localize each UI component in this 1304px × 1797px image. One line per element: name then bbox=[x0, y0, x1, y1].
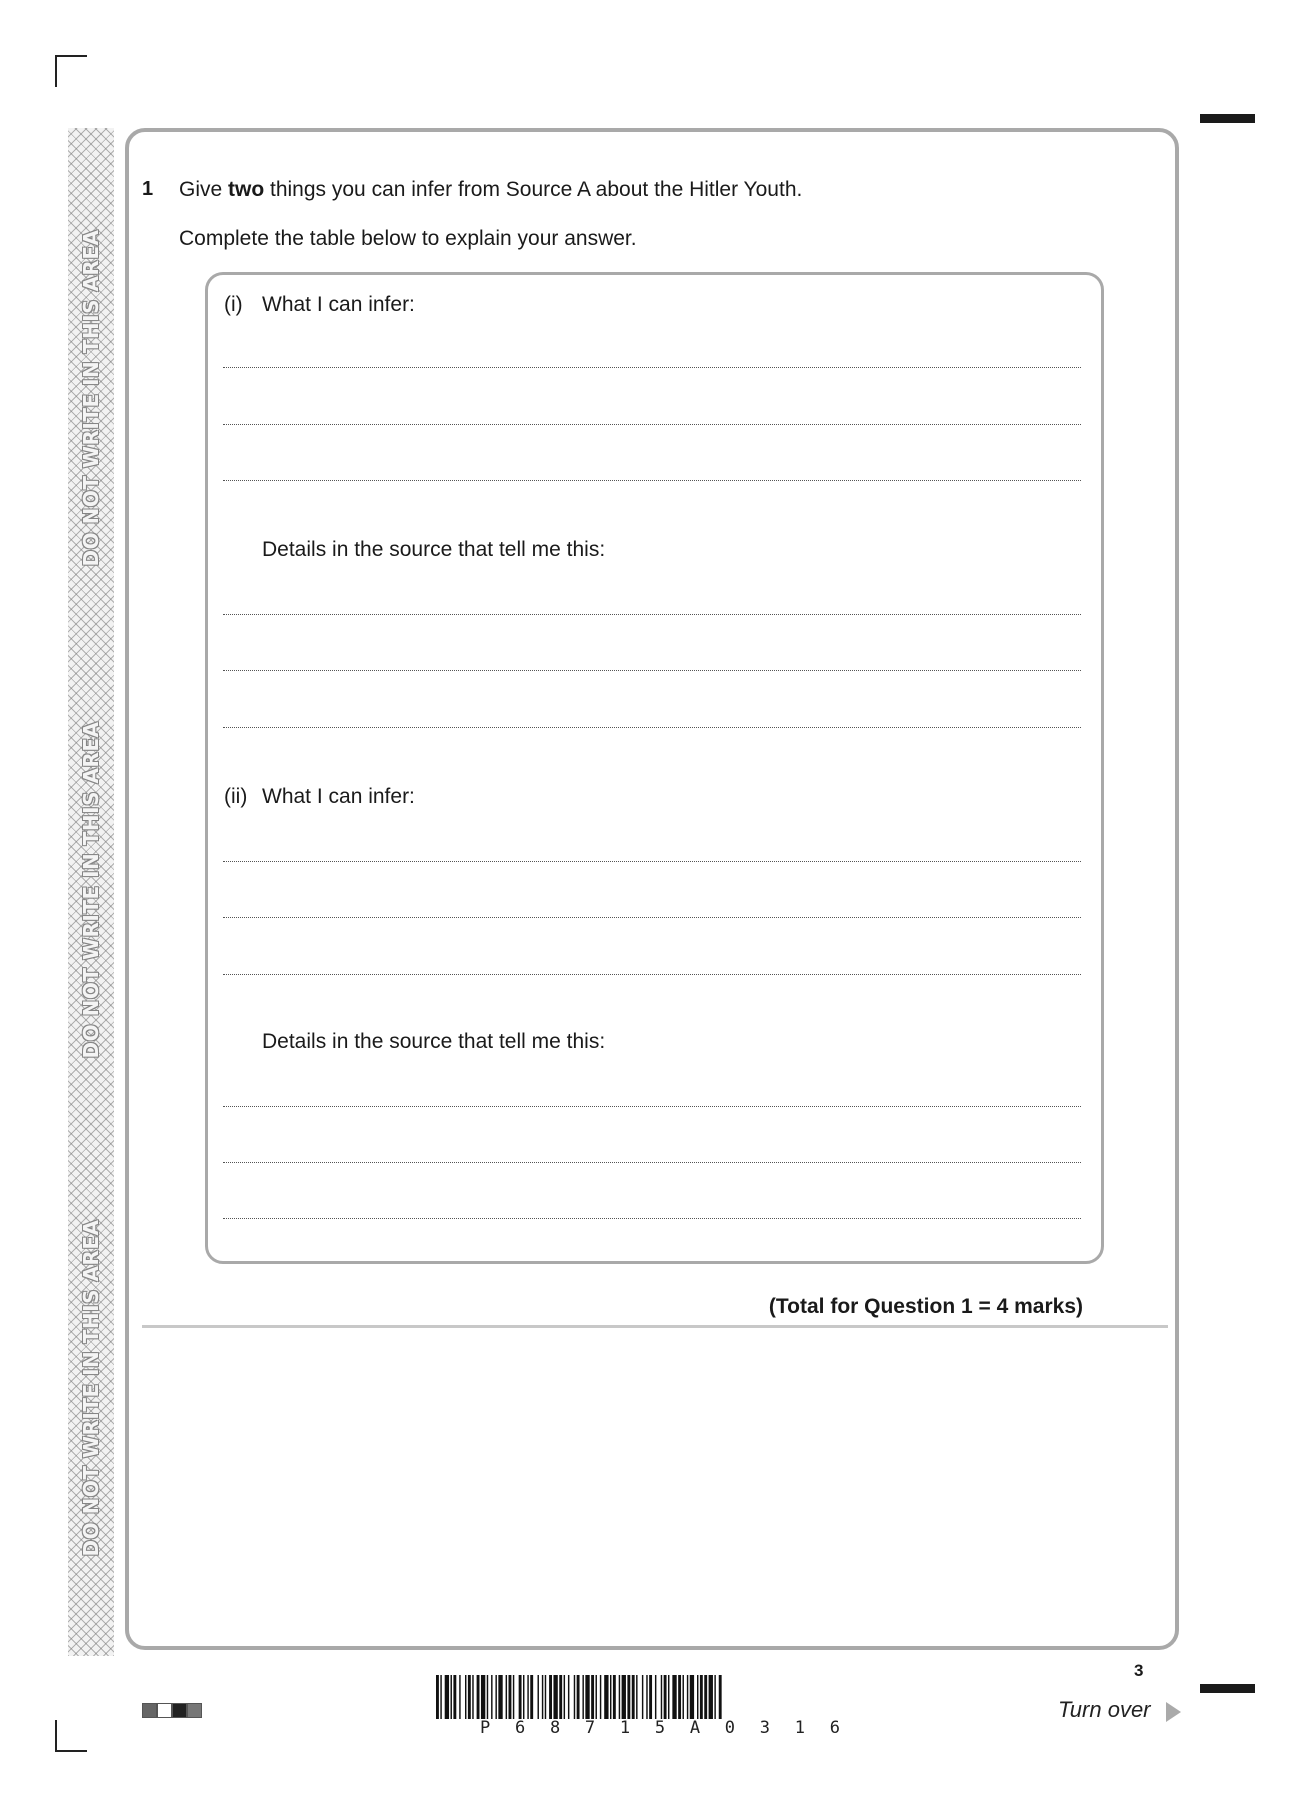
barcode-bar bbox=[632, 1675, 635, 1719]
answer-line-ii-details-1[interactable] bbox=[223, 1106, 1081, 1107]
barcode-bar bbox=[646, 1675, 647, 1719]
barcode-number bbox=[480, 1718, 840, 1738]
barcode-bar bbox=[687, 1675, 688, 1719]
question-instruction: Complete the table below to explain your answer. bbox=[179, 227, 637, 250]
edge-tick-top bbox=[1200, 114, 1255, 123]
barcode-bar bbox=[538, 1675, 539, 1719]
part-i-label: (i) bbox=[224, 293, 243, 316]
registration-squares bbox=[142, 1703, 202, 1718]
barcode-bar bbox=[577, 1675, 580, 1719]
question-number: 1 bbox=[142, 178, 154, 200]
turn-over-arrow-icon bbox=[1166, 1702, 1181, 1722]
barcode-bar bbox=[472, 1675, 473, 1719]
answer-line-ii-infer-3[interactable] bbox=[223, 974, 1081, 975]
answer-line-i-details-2[interactable] bbox=[223, 670, 1081, 671]
barcode-bar bbox=[661, 1675, 662, 1719]
question-text-emphasis: two bbox=[228, 178, 265, 201]
question-text-end: things you can infer from Source A about the Hitler Youth. bbox=[264, 178, 803, 201]
barcode-bar bbox=[672, 1675, 676, 1719]
barcode-bar bbox=[459, 1675, 460, 1719]
barcode-char: 7 bbox=[584, 1718, 596, 1738]
barcode-bar bbox=[582, 1675, 583, 1719]
barcode-bar bbox=[487, 1675, 488, 1719]
part-ii-details-label: Details in the source that tell me this: bbox=[262, 1030, 606, 1053]
answer-line-ii-infer-2[interactable] bbox=[223, 917, 1081, 918]
barcode-bar bbox=[506, 1675, 507, 1719]
barcode-bar bbox=[568, 1675, 569, 1719]
barcode-bar bbox=[495, 1675, 496, 1719]
barcode-bar bbox=[491, 1675, 492, 1719]
barcode-bar bbox=[591, 1675, 594, 1719]
barcode-bar bbox=[440, 1675, 441, 1719]
barcode-bar bbox=[619, 1675, 620, 1719]
barcode-char: 0 bbox=[724, 1718, 736, 1738]
barcode-bar bbox=[574, 1675, 575, 1719]
answer-line-ii-details-3[interactable] bbox=[223, 1218, 1081, 1219]
barcode-char: 5 bbox=[654, 1718, 666, 1738]
barcode-icon bbox=[436, 1675, 872, 1719]
barcode-bar bbox=[704, 1675, 707, 1719]
barcode-bar bbox=[545, 1675, 546, 1719]
barcode-char: P bbox=[480, 1718, 491, 1738]
barcode-bar bbox=[559, 1675, 562, 1719]
barcode-bar bbox=[655, 1675, 656, 1719]
answer-line-i-details-3[interactable] bbox=[223, 727, 1081, 728]
barcode-bar bbox=[585, 1675, 589, 1719]
barcode-char: 6 bbox=[829, 1718, 840, 1738]
barcode-char: 8 bbox=[549, 1718, 561, 1738]
part-i-details-label: Details in the source that tell me this: bbox=[262, 538, 606, 561]
question-text bbox=[179, 178, 802, 202]
square-filled-3 bbox=[187, 1703, 202, 1718]
barcode-bar bbox=[604, 1675, 608, 1719]
square-filled-1 bbox=[142, 1703, 157, 1718]
answer-line-i-infer-3[interactable] bbox=[223, 480, 1081, 481]
turn-over-text: Turn over bbox=[1058, 1697, 1151, 1722]
barcode-bar bbox=[523, 1675, 524, 1719]
barcode-bar bbox=[553, 1675, 557, 1719]
question-end-rule bbox=[142, 1325, 1168, 1328]
barcode-bar bbox=[690, 1675, 694, 1719]
barcode-char: 1 bbox=[619, 1718, 631, 1738]
barcode-bar bbox=[700, 1675, 703, 1719]
barcode-bar bbox=[436, 1675, 439, 1719]
barcode-bar bbox=[498, 1675, 502, 1719]
barcode-bar bbox=[649, 1675, 652, 1719]
barcode-bar bbox=[519, 1675, 522, 1719]
barcode-bar bbox=[622, 1675, 626, 1719]
barcode-bar bbox=[613, 1675, 616, 1719]
barcode-bar bbox=[668, 1675, 669, 1719]
barcode-bar bbox=[513, 1675, 514, 1719]
barcode-bar bbox=[709, 1675, 713, 1719]
barcode-bar bbox=[564, 1675, 565, 1719]
barcode-bar bbox=[664, 1675, 667, 1719]
answer-line-ii-infer-1[interactable] bbox=[223, 861, 1081, 862]
barcode-bar bbox=[465, 1675, 466, 1719]
part-ii-label: (ii) bbox=[224, 785, 248, 808]
barcode-bar bbox=[719, 1675, 722, 1719]
barcode-bar bbox=[451, 1675, 452, 1719]
answer-line-i-details-1[interactable] bbox=[223, 614, 1081, 615]
barcode-bar bbox=[481, 1675, 485, 1719]
barcode-char: A bbox=[689, 1718, 701, 1738]
crop-mark-bottom-left-v bbox=[55, 1720, 57, 1752]
barcode-bar bbox=[600, 1675, 601, 1719]
barcode-bar bbox=[714, 1675, 715, 1719]
barcode-bar bbox=[697, 1675, 698, 1719]
do-not-write-label-top: DO NOT WRITE IN THIS AREA bbox=[79, 229, 103, 567]
barcode-bar bbox=[627, 1675, 630, 1719]
barcode-bar bbox=[642, 1675, 643, 1719]
barcode-bar bbox=[453, 1675, 456, 1719]
barcode-bar bbox=[509, 1675, 512, 1719]
page-number: 3 bbox=[1134, 1661, 1144, 1680]
barcode-bar bbox=[636, 1675, 637, 1719]
barcode-bar bbox=[445, 1675, 449, 1719]
answer-table bbox=[205, 272, 1104, 1264]
barcode-char: 3 bbox=[759, 1718, 770, 1738]
barcode-bar bbox=[468, 1675, 471, 1719]
part-i-infer-label: What I can infer: bbox=[262, 293, 415, 316]
edge-tick-bottom bbox=[1200, 1684, 1255, 1693]
crop-mark-top-left-h bbox=[55, 55, 87, 57]
barcode-bar bbox=[477, 1675, 480, 1719]
square-empty bbox=[157, 1703, 172, 1718]
barcode-bar bbox=[610, 1675, 611, 1719]
answer-line-i-infer-1[interactable] bbox=[223, 367, 1081, 368]
crop-mark-bottom-left-h bbox=[55, 1750, 87, 1752]
answer-line-ii-details-2[interactable] bbox=[223, 1162, 1081, 1163]
barcode-bar bbox=[596, 1675, 597, 1719]
total-marks: (Total for Question 1 = 4 marks) bbox=[768, 1295, 1083, 1318]
part-ii-infer-label: What I can infer: bbox=[262, 785, 415, 808]
answer-line-i-infer-2[interactable] bbox=[223, 424, 1081, 425]
do-not-write-label-middle: DO NOT WRITE IN THIS AREA bbox=[79, 721, 103, 1059]
barcode-char: 1 bbox=[794, 1718, 805, 1738]
barcode-bar bbox=[678, 1675, 681, 1719]
barcode-char: 6 bbox=[514, 1718, 526, 1738]
barcode-bar bbox=[542, 1675, 543, 1719]
barcode-bar bbox=[549, 1675, 552, 1719]
crop-mark-top-left-v bbox=[55, 55, 57, 87]
barcode-bar bbox=[683, 1675, 684, 1719]
question-text-start: Give bbox=[179, 178, 229, 201]
barcode-bar bbox=[527, 1675, 528, 1719]
square-filled-2 bbox=[172, 1703, 187, 1718]
barcode-bar bbox=[530, 1675, 533, 1719]
do-not-write-label-bottom: DO NOT WRITE IN THIS AREA bbox=[79, 1219, 103, 1557]
